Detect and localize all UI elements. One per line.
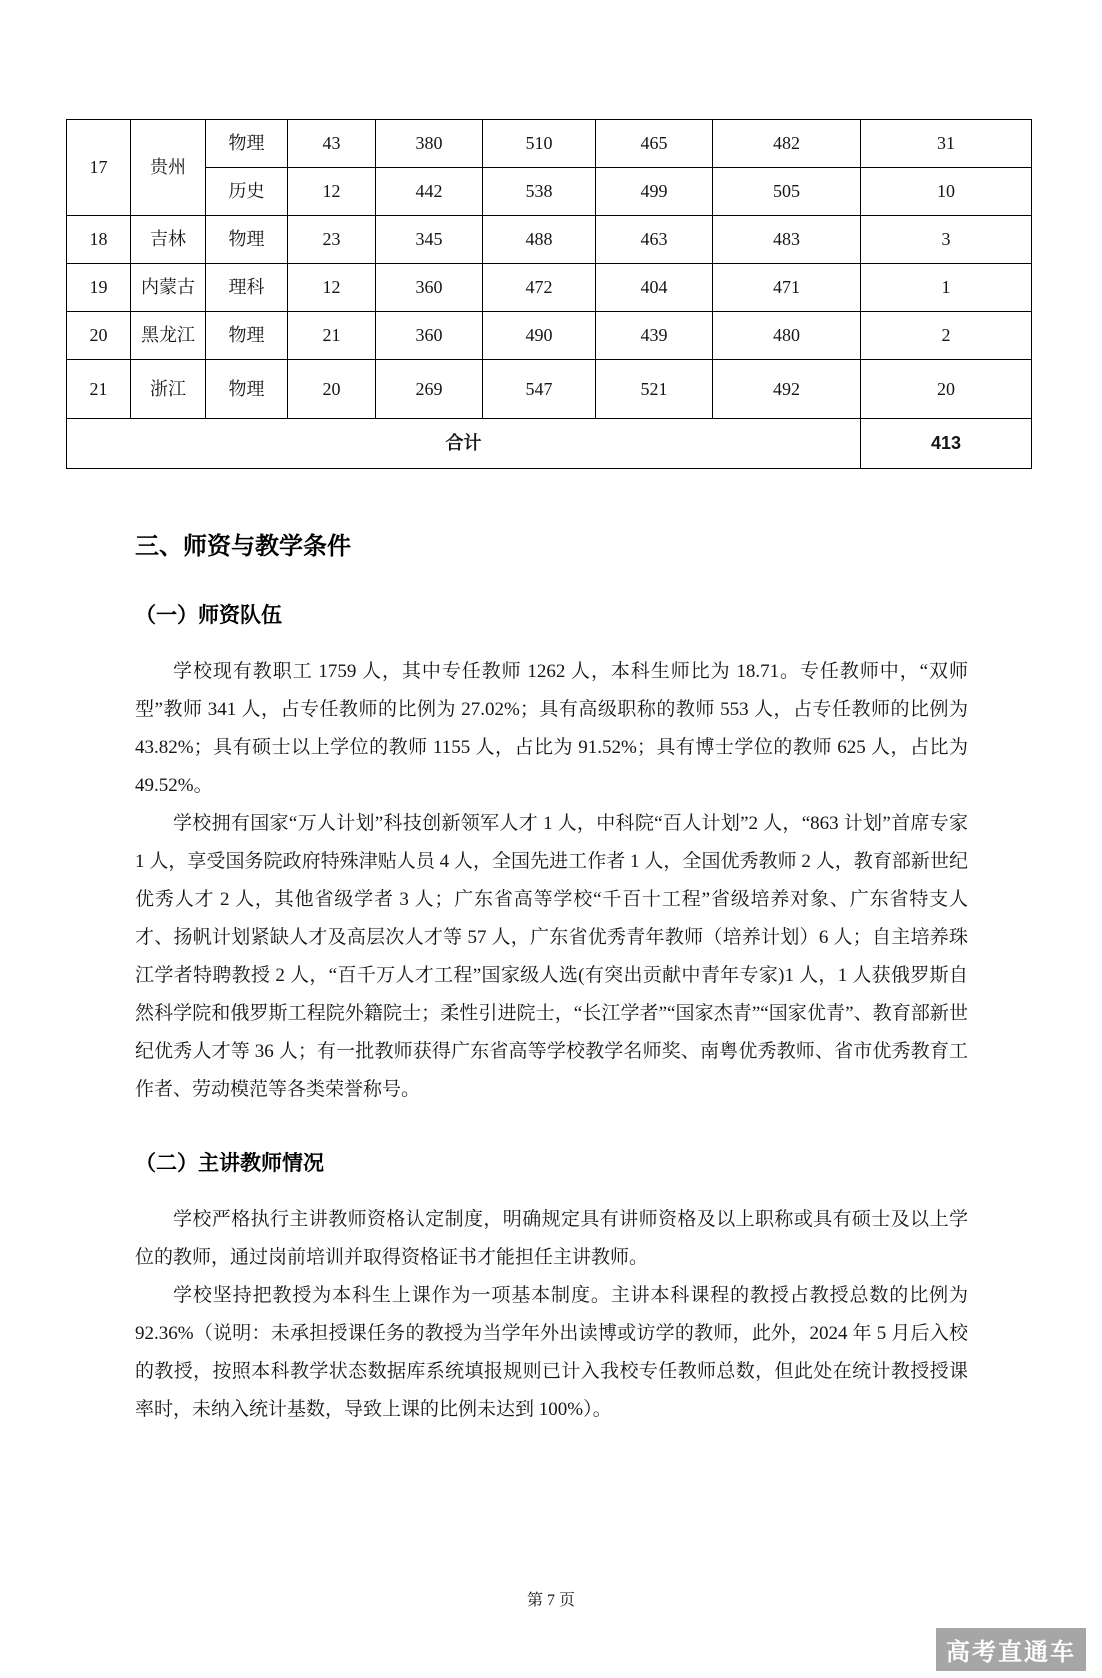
value-cell: 471 [713,264,861,312]
value-cell: 547 [483,360,596,419]
subject-cell: 物理 [206,360,288,419]
subject-cell: 物理 [206,312,288,360]
table-row-17-history [67,168,1032,216]
paragraph-lecturer-qualification: 学校严格执行主讲教师资格认定制度，明确规定具有讲师资格及以上职称或具有硕士及以上学位的教师，通过岗前培训并取得资格证书才能担任主讲教师。 [135,1209,968,1268]
value-cell: 20 [288,360,376,419]
row-number-cell: 21 [67,360,131,419]
value-cell: 482 [713,120,861,168]
value-cell: 360 [376,264,483,312]
page-number: 第 7 页 [526,1592,575,1609]
value-cell: 31 [861,120,1032,168]
value-cell: 472 [483,264,596,312]
value-cell: 465 [596,120,713,168]
value-cell: 499 [596,168,713,216]
province-cell: 贵州 [131,120,206,216]
paragraph-faculty-stats: 学校现有教职工 1759 人，其中专任教师 1262 人，本科生师比为 18.71。专任教师中，“双师型”教师 341 人，占专任教师的比例为 27.02%；具有高级职称的教师 553 人，占专任教师的比例为 43.82%；具有硕士以上学位的教师 1155 人，占比为 91.52%；具有博士学位的教师 625 人，占比为 49.52%。 [135,661,968,796]
value-cell: 442 [376,168,483,216]
value-cell: 538 [483,168,596,216]
row-number-cell: 20 [67,312,131,360]
watermark-badge: 高考直通车 [936,1628,1086,1671]
value-cell: 1 [861,264,1032,312]
value-cell: 521 [596,360,713,419]
value-cell: 2 [861,312,1032,360]
value-cell: 345 [376,216,483,264]
subsection-heading-lecturers: （二）主讲教师情况 [135,1152,324,1175]
province-cell: 浙江 [131,360,206,419]
value-cell: 360 [376,312,483,360]
value-cell: 23 [288,216,376,264]
subject-cell: 历史 [206,168,288,216]
table-row-20 [67,312,1032,360]
subject-cell: 物理 [206,120,288,168]
value-cell: 12 [288,168,376,216]
province-cell: 内蒙古 [131,264,206,312]
faculty-team-text [135,653,968,1109]
row-number-cell: 17 [67,120,131,216]
province-cell: 黑龙江 [131,312,206,360]
value-cell: 12 [288,264,376,312]
table-row-21 [67,360,1032,419]
lecturer-text [135,1201,968,1429]
value-cell: 269 [376,360,483,419]
value-cell: 10 [861,168,1032,216]
table-row-17-physics [67,120,1032,168]
value-cell: 480 [713,312,861,360]
subsection-heading-faculty-team: （一）师资队伍 [135,604,282,627]
value-cell: 483 [713,216,861,264]
value-cell: 488 [483,216,596,264]
total-label-cell: 合计 [67,419,861,469]
subject-cell: 物理 [206,216,288,264]
row-number-cell: 19 [67,264,131,312]
subject-cell: 理科 [206,264,288,312]
value-cell: 21 [288,312,376,360]
admission-score-table [66,119,1032,469]
value-cell: 510 [483,120,596,168]
table-row-total [67,419,1032,469]
value-cell: 492 [713,360,861,419]
value-cell: 463 [596,216,713,264]
value-cell: 3 [861,216,1032,264]
value-cell: 439 [596,312,713,360]
value-cell: 43 [288,120,376,168]
section-heading-faculty-conditions: 三、师资与教学条件 [135,533,351,560]
value-cell: 404 [596,264,713,312]
value-cell: 490 [483,312,596,360]
row-number-cell: 18 [67,216,131,264]
paragraph-professor-teaching: 学校坚持把教授为本科生上课作为一项基本制度。主讲本科课程的教授占教授总数的比例为 92.36%（说明：未承担授课任务的教授为当学年外出读博或访学的教师，此外，2024 年 5 月后入校的教授，按照本科教学状态数据库系统填报规则已计入我校专任教师总数，但此处在统计教授授课率时，未纳入统计基数，导致上课的比例未达到 100%）。 [135,1285,968,1420]
table-row-19 [67,264,1032,312]
total-value-cell: 413 [861,419,1032,469]
table-row-18 [67,216,1032,264]
value-cell: 505 [713,168,861,216]
paragraph-talent-programs: 学校拥有国家“万人计划”科技创新领军人才 1 人，中科院“百人计划”2 人，“863 计划”首席专家 1 人，享受国务院政府特殊津贴人员 4 人，全国先进工作者 1 人，全国优秀教师 2 人，教育部新世纪优秀人才 2 人，其他省级学者 3 人；广东省高等学校“千百十工程”省级培养对象、广东省特支人才、扬帆计划紧缺人才及高层次人才等 57 人，广东省优秀青年教师（培养计划）6 人；自主培养珠江学者特聘教授 2 人，“百千万人才工程”国家级人选(有突出贡献中青年专家)1 人，1 人获俄罗斯自然科学院和俄罗斯工程院外籍院士；柔性引进院士，“长江学者”“国家杰青”“国家优青”、教育部新世纪优秀人才等 36 人；有一批教师获得广东省高等学校教学名师奖、南粤优秀教师、省市优秀教育工作者、劳动模范等各类荣誉称号。 [135,813,968,1100]
value-cell: 380 [376,120,483,168]
province-cell: 吉林 [131,216,206,264]
value-cell: 20 [861,360,1032,419]
